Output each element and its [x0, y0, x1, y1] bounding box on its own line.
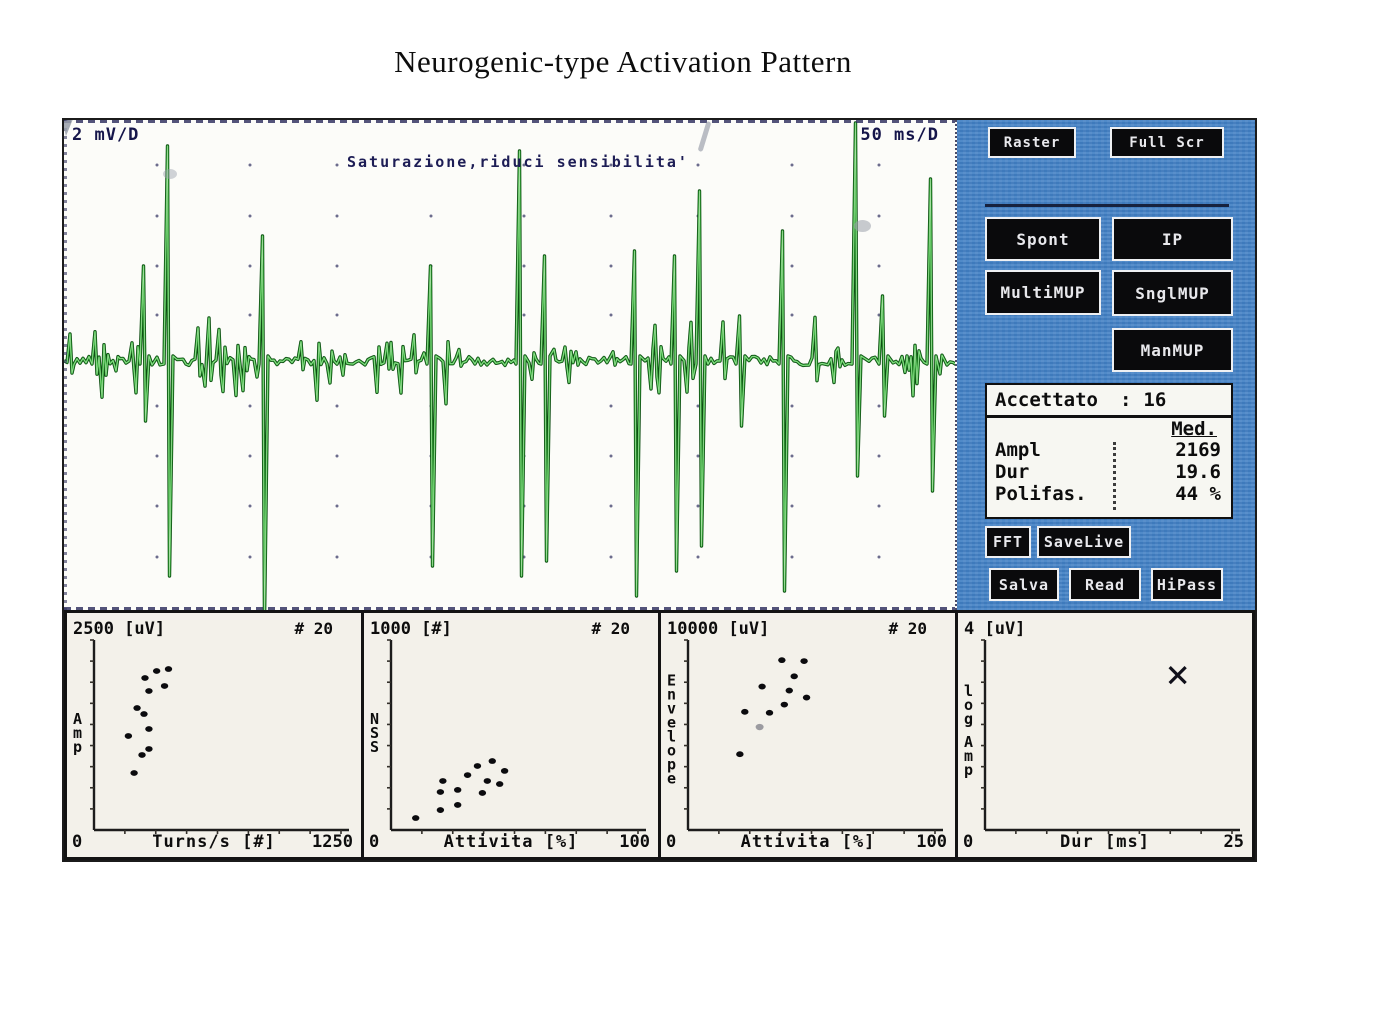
panel-top-dashed-border	[64, 120, 955, 123]
scatter-plot-canvas	[958, 613, 1252, 857]
accepted-label: Accettato	[995, 389, 1098, 411]
emg-trace-panel	[64, 120, 957, 610]
snglmup-button[interactable]: SnglMUP	[1112, 270, 1233, 316]
stat-label: Dur	[995, 461, 1030, 483]
x-max-label: 100	[916, 832, 947, 852]
count-label: # 20	[888, 619, 927, 638]
sidebar-divider	[985, 204, 1229, 207]
control-sidebar	[957, 120, 1255, 610]
emg-device-screenshot	[62, 118, 1257, 862]
fft-button[interactable]: FFT	[985, 526, 1031, 558]
stats-table	[987, 418, 1231, 518]
savelive-button[interactable]: SaveLive	[1037, 526, 1131, 558]
x-max-label: 1250	[312, 832, 353, 852]
logamp-vs-dur-panel	[958, 613, 1252, 857]
ip-button[interactable]: IP	[1112, 217, 1233, 261]
x-min-label: 0	[72, 832, 83, 852]
scatter-plot-canvas	[364, 613, 658, 857]
salva-button[interactable]: Salva	[989, 568, 1059, 601]
amp-vs-turns-panel	[67, 613, 361, 857]
x-max-label: 25	[1223, 832, 1244, 852]
stat-row-ampl	[995, 439, 1221, 461]
count-label: # 20	[294, 619, 333, 638]
smudge-artifact	[163, 169, 177, 179]
accepted-separator: :	[1119, 389, 1132, 411]
y-axis-label: A m p	[73, 709, 83, 756]
y-axis-label: E n v e l o p e	[667, 671, 677, 788]
scatter-plots-strip	[64, 610, 1255, 860]
smudge-artifact	[854, 220, 871, 232]
envelope-vs-attivita-panel	[661, 613, 955, 857]
stat-row-dur	[995, 461, 1221, 483]
stat-label: Ampl	[995, 439, 1041, 461]
x-min-label: 0	[666, 832, 677, 852]
y-max-scale-label: 10000 [uV]	[667, 619, 770, 639]
vertical-scale-label: 2 mV/D	[72, 125, 140, 145]
x-axis-label: Attivita [%]	[740, 832, 876, 852]
y-axis-label: N S S	[370, 709, 380, 756]
spont-button[interactable]: Spont	[985, 217, 1101, 261]
emg-trace-plot	[64, 120, 957, 610]
manmup-button[interactable]: ManMUP	[1112, 328, 1233, 372]
scatter-plot-canvas	[67, 613, 361, 857]
multimup-button[interactable]: MultiMUP	[985, 270, 1101, 315]
read-button[interactable]: Read	[1069, 568, 1141, 601]
x-axis-label: Attivita [%]	[443, 832, 579, 852]
stat-row-polifas	[995, 483, 1221, 505]
accepted-count-row	[987, 385, 1231, 418]
panel-left-dotted-border	[64, 120, 67, 610]
y-max-scale-label: 2500 [uV]	[73, 619, 166, 639]
hipass-button[interactable]: HiPass	[1151, 568, 1223, 601]
x-axis-label: Turns/s [#]	[152, 832, 276, 852]
y-max-scale-label: 4 [uV]	[964, 619, 1026, 639]
accepted-value: 16	[1143, 389, 1167, 411]
raster-button[interactable]: Raster	[988, 127, 1076, 158]
x-max-label: 100	[619, 832, 650, 852]
nss-vs-attivita-panel	[364, 613, 658, 857]
saturation-warning-text: Saturazione,riduci sensibilita'	[347, 153, 689, 171]
stat-value: 44 %	[1175, 483, 1221, 505]
x-min-label: 0	[963, 832, 974, 852]
mean-column-header: Med.	[1171, 418, 1217, 440]
stat-value: 19.6	[1175, 461, 1221, 483]
time-scale-label: 50 ms/D	[860, 125, 939, 145]
scatter-plot-canvas	[661, 613, 955, 857]
y-max-scale-label: 1000 [#]	[370, 619, 452, 639]
stat-label: Polifas.	[995, 483, 1087, 505]
full-screen-button[interactable]: Full Scr	[1110, 127, 1224, 158]
y-axis-label: l o g A m p	[964, 681, 974, 779]
count-label: # 20	[591, 619, 630, 638]
page-title: Neurogenic-type Activation Pattern	[394, 44, 852, 79]
stat-value: 2169	[1175, 439, 1221, 461]
x-min-label: 0	[369, 832, 380, 852]
mup-statistics-box	[985, 383, 1233, 519]
x-axis-label: Dur [ms]	[1060, 832, 1150, 852]
